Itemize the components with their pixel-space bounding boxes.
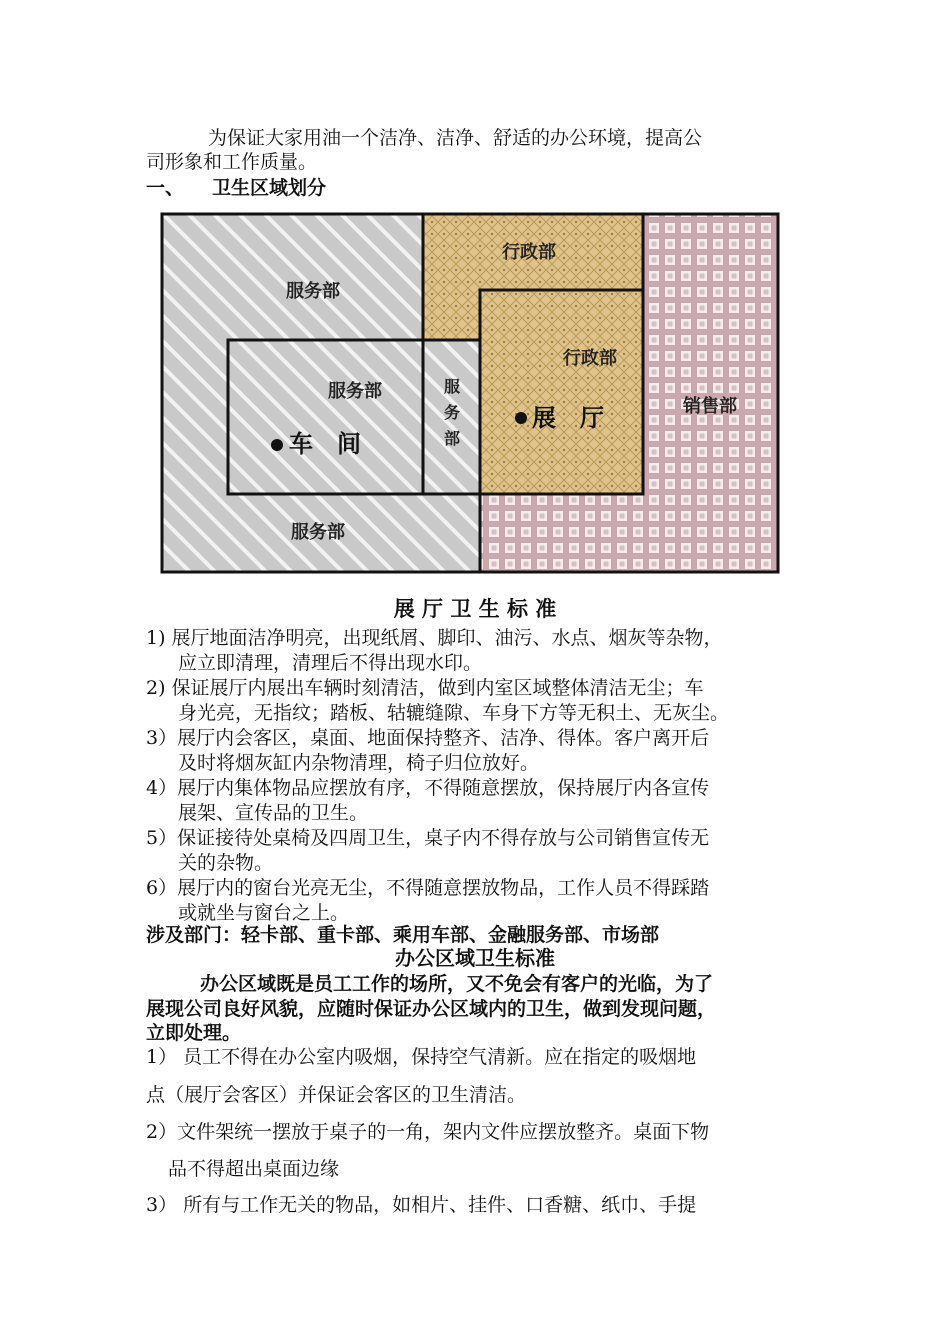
showroom-item-6-line-2: 或就坐与窗台之上。 — [178, 902, 350, 924]
label-service-narrow-2: 务 — [443, 403, 461, 422]
showroom-item-4-line-1: 4）展厅内集体物品应摆放有序，不得随意摆放，保持展厅内各宣传 — [146, 777, 710, 799]
label-sales: 销售部 — [683, 396, 737, 417]
label-service-top: 服务部 — [286, 281, 340, 302]
label-showroom: 展 厅 — [532, 403, 604, 432]
label-service-inner: 服务部 — [328, 381, 382, 402]
sales-area-column — [643, 214, 778, 572]
departments-line: 涉及部门：轻卡部、重卡部、乘用车部、金融服务部、市场部 — [146, 924, 660, 946]
showroom-item-3-line-1: 3）展厅内会客区，桌面、地面保持整齐、洁净、得体。客户离开后 — [146, 727, 710, 749]
showroom-item-2-line-2: 身光亮，无指纹；踏板、轱辘缝隙、车身下方等无积土、无灰尘。 — [178, 702, 730, 724]
intro-line-1: 为保证大家用油一个洁净、洁净、舒适的办公环境，提高公 — [208, 127, 703, 149]
showroom-item-1-line-1: 1) 展厅地面洁净明亮，出现纸屑、脚印、油污、水点、烟灰等杂物， — [146, 627, 723, 649]
showroom-item-3-line-2: 及时将烟灰缸内杂物清理，椅子归位放好。 — [178, 752, 540, 774]
admin-area-left — [423, 290, 480, 340]
office-intro-line-1: 办公区域既是员工工作的场所，又不免会有客户的光临，为了 — [200, 973, 714, 995]
office-intro-line-3: 立即处理。 — [146, 1022, 242, 1044]
section-title: 卫生区域划分 — [212, 177, 327, 199]
label-admin-inner: 行政部 — [563, 348, 617, 369]
office-intro-line-2: 展现公司良好风貌，应随时保证办公区域内的卫生，做到发现问题， — [146, 998, 717, 1020]
showroom-dot — [515, 412, 527, 424]
sales-area-bottom — [480, 494, 643, 572]
label-service-narrow-1: 服 — [443, 377, 461, 396]
admin-showroom-area — [480, 290, 643, 494]
showroom-item-6-line-1: 6）展厅内的窗台光亮无尘，不得随意摆放物品，工作人员不得踩踏 — [146, 877, 710, 899]
showroom-item-5-line-2: 关的杂物。 — [178, 852, 274, 874]
showroom-item-1-line-2: 应立即清理，清理后不得出现水印。 — [178, 652, 483, 674]
showroom-standard-title: 展 厅 卫 生 标 准 — [393, 596, 557, 621]
office-item-2-line-1: 2）文件架统一摆放于桌子的一角，架内文件应摆放整齐。桌面下物 — [146, 1121, 710, 1143]
office-standard-title: 办公区域卫生标准 — [395, 946, 555, 970]
office-item-1-line-2: 点（展厅会客区）并保证会客区的卫生清洁。 — [146, 1084, 527, 1106]
office-item-1-line-1: 1） 员工不得在办公室内吸烟，保持空气清新。应在指定的吸烟地 — [146, 1046, 697, 1068]
label-workshop: 车 间 — [289, 429, 361, 458]
label-service-bottom: 服务部 — [291, 522, 345, 543]
floor-plan-diagram — [150, 204, 790, 584]
showroom-item-4-line-2: 展架、宣传品的卫生。 — [178, 802, 369, 824]
section-number: 一、 — [146, 177, 185, 199]
label-service-narrow-3: 部 — [443, 429, 461, 448]
office-item-3-line-1: 3） 所有与工作无关的物品，如相片、挂件、口香糖、纸巾、手提 — [146, 1194, 697, 1216]
office-item-2-line-2: 品不得超出桌面边缘 — [168, 1158, 340, 1180]
showroom-item-2-line-1: 2) 保证展厅内展出车辆时刻清洁，做到内室区域整体清洁无尘；车 — [146, 677, 704, 699]
intro-line-2: 司形象和工作质量。 — [146, 151, 318, 173]
showroom-item-5-line-1: 5）保证接待处桌椅及四周卫生，桌子内不得存放与公司销售宣传无 — [146, 827, 710, 849]
label-admin-top: 行政部 — [502, 242, 556, 263]
workshop-dot — [271, 439, 283, 451]
